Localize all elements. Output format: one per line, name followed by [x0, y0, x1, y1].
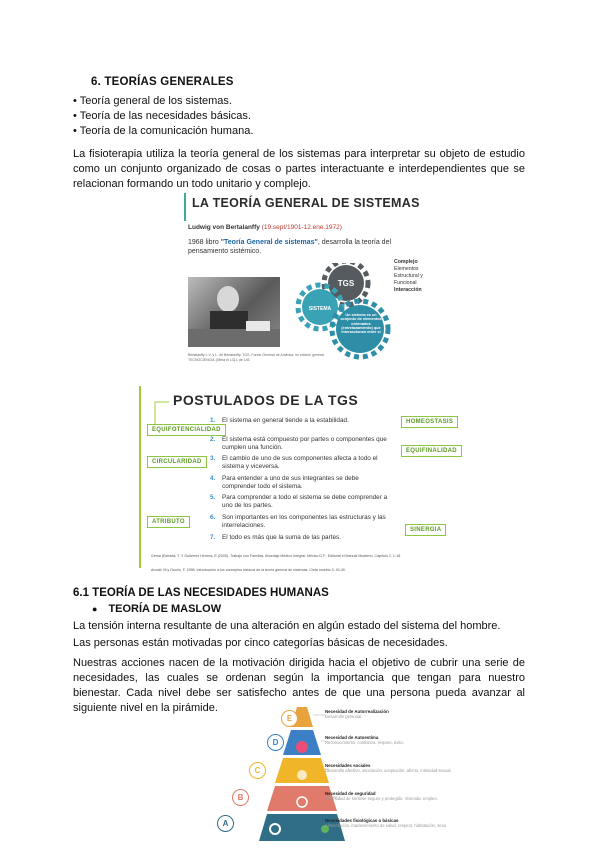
side-note: Interacción — [394, 287, 422, 293]
postulate-item — [210, 514, 392, 529]
list-item: • Teoría general de los sistemas. — [73, 94, 253, 109]
level-title: Necesidad de Autorrealización — [325, 709, 389, 714]
tgs-figure — [178, 193, 434, 379]
level-letter: A — [217, 815, 234, 832]
postulados-figure — [139, 386, 475, 578]
postulate-text: Para comprender a todo el sistema se debe comprender a uno de los partes. — [222, 494, 388, 509]
postulate-text: El sistema está compuesto por partes o componentes que cumplen una función. — [222, 436, 387, 451]
level-letter: E — [281, 710, 298, 727]
level-label — [325, 709, 475, 719]
accent-bar — [184, 193, 186, 221]
side-note: Complejo — [394, 259, 418, 265]
section-heading: 6. TEORÍAS GENERALES — [91, 76, 234, 88]
paragraph: Nuestras acciones nacen de la motivación dirigida hacia el objetivo de cubrir una serie de necesidades, las cuales se ordenan según la importancia que tengan para nuestro bienestar. Cada nivel debe ser satisfecho antes de que una persona pueda avanzar al siguiente nivel en la pirámide. — [73, 657, 525, 714]
people-icon — [297, 770, 307, 780]
postulate-item — [210, 417, 392, 425]
author-line — [188, 224, 342, 231]
level-desc: Alimentación, mantenimiento de salud, respirar, hidratación, sexo. — [325, 823, 448, 829]
level-desc: Desarrollo afectivo, asociación, aceptación, afecto, intimidad sexual. — [325, 768, 452, 774]
level-letter: B — [232, 789, 249, 806]
level-label — [325, 791, 475, 801]
level-letter: D — [267, 734, 284, 751]
photo-caption: Bertalanffy L.V. y L. de Bertalanffy. TGS. Fondo General de América, en edición general. TECNOCIENCIA. [Meta el 13]-1 de 145. — [188, 353, 325, 362]
postulate-text: Son importantes en los componentes las estructuras y las interrelaciones. — [222, 514, 386, 529]
tag-left: CIRCULARIDAD — [147, 456, 207, 468]
reference: Gema (Estrada, T. Y Gutiérrez Herrera, E.(2005). Trabajo con Familias. Abordaje Médico Integral. México D.F.: Editorial el Manual Moderno. Capítulo 2, 1-18. — [151, 554, 402, 558]
portrait-illustration — [188, 277, 280, 347]
figure-title: POSTULADOS DE LA TGS — [173, 392, 359, 408]
gear-definition: Un sistema es un conjunto de elementos ordenados (entrelazamiento) que interaccionan entre sí — [340, 313, 382, 335]
portrait-photo — [188, 277, 280, 347]
section-heading: 6.1 TEORÍA DE LAS NECESIDADES HUMANAS — [73, 587, 329, 599]
level-title: Necesidad de seguridad — [325, 791, 376, 796]
postulate-number: 6. — [210, 514, 216, 521]
postulate-number: 7. — [210, 534, 216, 541]
book-title: "Teoría General de sistemas" — [220, 239, 318, 246]
paragraph: Las personas están motivadas por cinco categorías básicas de necesidades. — [73, 637, 448, 649]
side-note: Estructural y — [394, 273, 423, 279]
side-notes — [394, 259, 423, 294]
maslow-pyramid — [215, 705, 469, 845]
tag-left: EQUIFOTENCIALIDAD — [147, 424, 226, 436]
subheading: ● TEORÍA DE MASLOW — [92, 603, 221, 615]
postulate-number: 1. — [210, 417, 216, 424]
level-desc: Reconocimiento, confianza, respeto, éxito. — [325, 740, 404, 746]
book-prefix: 1968 libro — [188, 239, 221, 246]
postulate-item — [210, 494, 392, 509]
list-item: • Teoría de la comunicación humana. — [73, 124, 253, 139]
figure-title: LA TEORÍA GENERAL DE SISTEMAS — [192, 196, 420, 210]
paragraph: La fisioterapia utiliza la teoría general de los sistemas para interpretar su objeto de estudio como un conjunto organizado de cosas o partes interactuante e interdependientes que se relacionan formando un todo unitario y complejo. — [73, 148, 525, 190]
gear-tgs-label: TGS — [337, 279, 355, 288]
reference: Arnold, M.y Osorio, F. 1998. Introducción a los conceptos básicos de la teoría general de sistemas. Cinta moebio 3: 40-49. — [151, 568, 346, 572]
tag-left: ATRIBUTO — [147, 516, 190, 528]
side-note: Funcional — [394, 280, 417, 286]
paragraph: La tensión interna resultante de una alteración en algún estado del sistema del hombre. — [73, 620, 501, 632]
postulate-item — [210, 455, 392, 470]
book-suffix: , desarrolla la teoría del pensamiento sistémico. — [188, 239, 392, 255]
level-desc: Desarrollo personal. — [325, 714, 363, 720]
level-title: Necesidades sociales — [325, 763, 371, 768]
gear-sistema-label: SISTEMA — [308, 306, 332, 312]
level-label — [325, 735, 475, 745]
tag-right: HOMEOSTASIS — [401, 416, 458, 428]
heart-icon — [296, 741, 308, 753]
postulate-number: 2. — [210, 436, 216, 443]
gear-definition-box — [340, 313, 382, 347]
postulate-number: 5. — [210, 494, 216, 501]
tag-right: EQUIFINALIDAD — [401, 445, 462, 457]
list-item: • Teoría de las necesidades básicas. — [73, 109, 253, 124]
tag-right: SINERGIA — [405, 524, 446, 536]
postulate-number: 3. — [210, 455, 216, 462]
level-label — [325, 763, 475, 773]
author-name: Ludwig von Bertalanffy — [188, 224, 260, 231]
level-label — [325, 818, 475, 828]
level-title: Necesidades fisiológicas o básicas — [325, 818, 399, 823]
postulate-item — [210, 475, 392, 490]
level-title: Necesidad de Autoestima — [325, 735, 379, 740]
side-note: Elementos — [394, 266, 419, 272]
gears-diagram — [288, 263, 398, 368]
postulate-number: 4. — [210, 475, 216, 482]
author-dates: (19.sept/1901-12.ene.1972) — [261, 224, 342, 231]
postulate-text: El sistema en general tiende a la estabilidad. — [222, 417, 349, 424]
postulate-item — [210, 534, 392, 542]
postulate-text: Para entender a uno de sus integrantes se debe comprender todo el sistema. — [222, 475, 359, 490]
book-line — [188, 238, 428, 256]
postulate-text: El todo es más que la suma de las partes. — [222, 534, 342, 541]
level-desc: Necesidad de sentirse seguro y protegido. Vivienda, empleo. — [325, 796, 438, 802]
bullet-list — [73, 94, 253, 139]
postulate-item — [210, 436, 392, 451]
postulate-text: El cambio de uno de sus componentes afecta a todo el sistema y viceversa. — [222, 455, 378, 470]
level-letter: C — [249, 762, 266, 779]
accent-bar — [139, 386, 141, 568]
